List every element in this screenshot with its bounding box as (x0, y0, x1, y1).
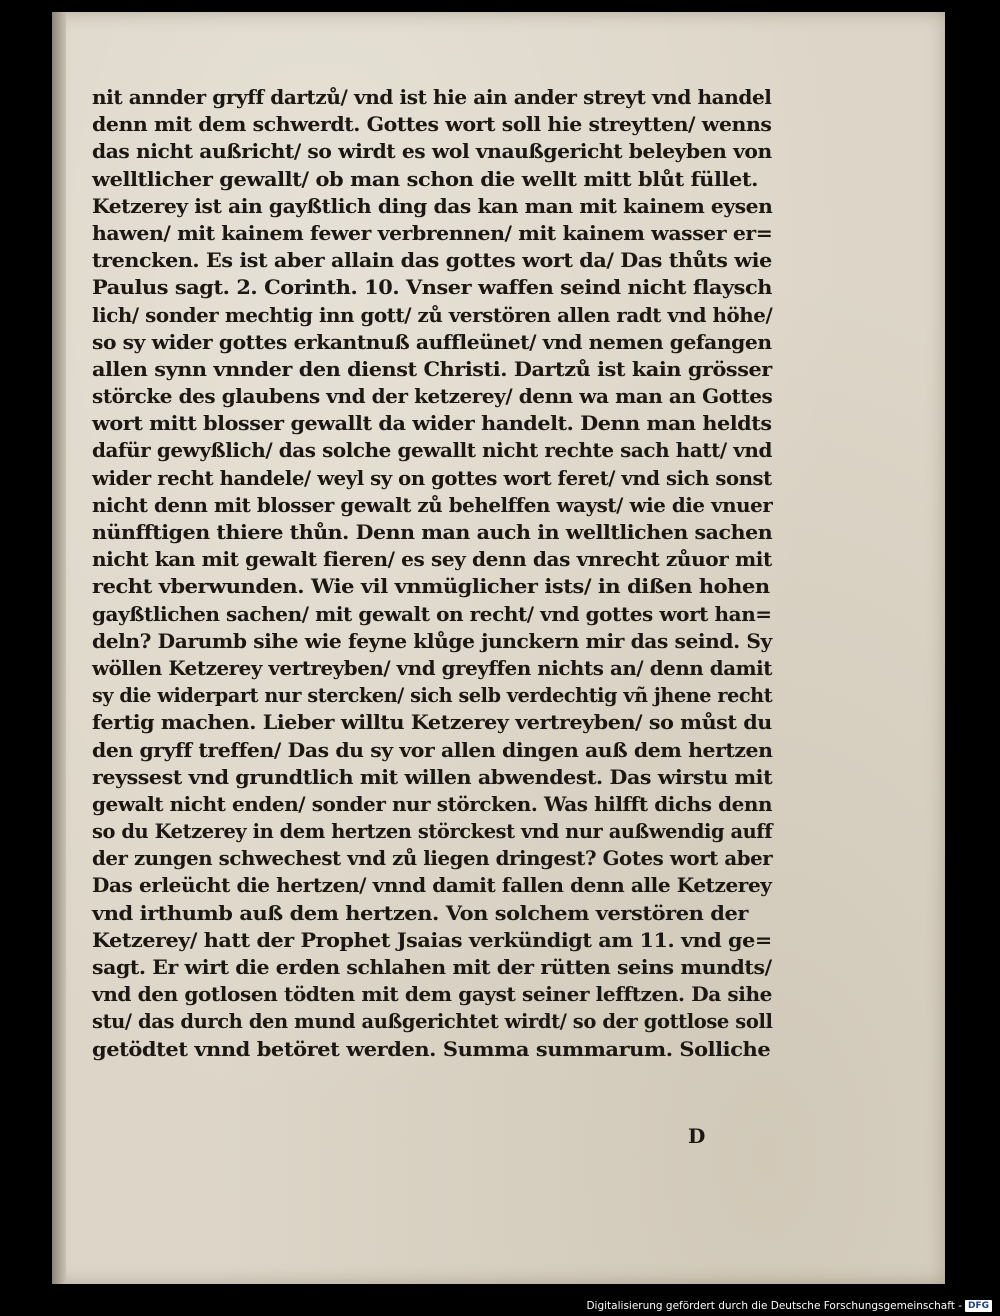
text-line: gewalt nicht enden/ sonder nur störcken. Was hilfft dichs denn (92, 792, 773, 816)
text-line: deln? Darumb sihe wie feyne klůge junckern mir das seind. Sy (92, 629, 772, 653)
text-line: Ketzerey/ hatt der Prophet Jsaias verkündigt am 11. vnd ge= (92, 928, 772, 952)
text-line: wider recht handele/ weyl sy on gottes wort feret/ vnd sich sonst (92, 466, 772, 490)
signature-mark: D (688, 1124, 706, 1148)
text-line: nünfftigen thiere thůn. Denn man auch in welltlichen sachen (92, 521, 773, 544)
text-line: denn mit dem schwerdt. Gottes wort soll hie streytten/ wenns (92, 113, 772, 137)
text-line: den gryff treffen/ Das du sy vor allen dingen auß dem hertzen (92, 738, 773, 762)
text-line: das nicht außricht/ so wirdt es wol vnaußgericht beleyben von (92, 140, 772, 164)
page-spine-shadow (52, 12, 66, 1284)
text-block (92, 84, 772, 1063)
text-line: nit annder gryff dartzů/ vnd ist hie ain ander streyt vnd handel (92, 86, 772, 109)
digitization-footer (586, 1300, 992, 1312)
text-line: sy die widerpart nur stercken/ sich selb verdechtig vñ jhene recht (92, 684, 773, 708)
text-line: der zungen schwechest vnd zů liegen dringest? Gotes wort aber (92, 847, 773, 871)
text-line: Paulus sagt. 2. Corinth. 10. Vnser waffen seind nicht flaysch (92, 276, 772, 300)
text-line: hawen/ mit kainem fewer verbrennen/ mit kainem wasser er= (92, 221, 773, 245)
text-line: wöllen Ketzerey vertreyben/ vnd greyffen nichts an/ denn damit (92, 656, 773, 680)
text-line: lich/ sonder mechtig inn gott/ zů verstören allen radt vnd höhe/ (92, 303, 773, 327)
text-line: vnd den gotlosen tödten mit dem gayst seiner lefftzen. Da sihe (92, 983, 772, 1007)
text-line: Das erleücht die hertzen/ vnnd damit fallen denn alle Ketzerey (92, 874, 772, 898)
text-line: allen synn vnnder den dienst Christi. Dartzů ist kain grösser (92, 357, 772, 381)
text-line: so du Ketzerey in dem hertzen störckest vnd nur außwendig auff (92, 820, 773, 844)
text-line: sagt. Er wirt die erden schlahen mit der rütten seins mundts/ (92, 956, 772, 979)
text-line: getödtet vnnd betöret werden. Summa summarum. Solliche (92, 1037, 771, 1061)
text-line: nicht kan mit gewalt fieren/ es sey denn das vnrecht zůuor mit (92, 548, 772, 572)
text-line: nicht denn mit blosser gewalt zů behelffen wayst/ wie die vnuer (92, 493, 773, 517)
text-line: trencken. Es ist aber allain das gottes wort da/ Das thůts wie (92, 249, 772, 273)
text-line: Ketzerey ist ain gayßtlich ding das kan man mit kainem eysen (92, 194, 773, 218)
text-line: wort mitt blosser gewallt da wider handelt. Denn man heldts (92, 412, 772, 436)
text-line: stu/ das durch den mund außgerichtet wirdt/ so der gottlose soll (92, 1010, 773, 1034)
footer-credit-text: Digitalisierung gefördert durch die Deutsche Forschungsgemeinschaft - (586, 1300, 962, 1312)
text-line: dafür gewyßlich/ das solche gewallt nicht rechte sach hatt/ vnd (92, 439, 773, 463)
text-line: fertig machen. Lieber willtu Ketzerey vertreyben/ so můst du (92, 711, 772, 735)
text-line: störcke des glaubens vnd der ketzerey/ denn wa man an Gottes (92, 385, 773, 409)
text-line: recht vberwunden. Wie vil vnmüglicher ists/ in dißen hohen (92, 575, 770, 599)
dfg-logo-icon: DFG (965, 1300, 992, 1312)
text-line: reyssest vnd grundtlich mit willen abwendest. Das wirstu mit (92, 765, 773, 789)
text-line: so sy wider gottes erkantnuß auffleünet/ vnd nemen gefangen (92, 330, 772, 354)
text-line: gayßtlichen sachen/ mit gewalt on recht/ vnd gottes wort han= (92, 602, 772, 626)
text-line: vnd irthumb auß dem hertzen. Von solchem verstören der (92, 901, 749, 925)
text-line: welltlicher gewallt/ ob man schon die wellt mitt blůt füllet. (92, 167, 759, 191)
